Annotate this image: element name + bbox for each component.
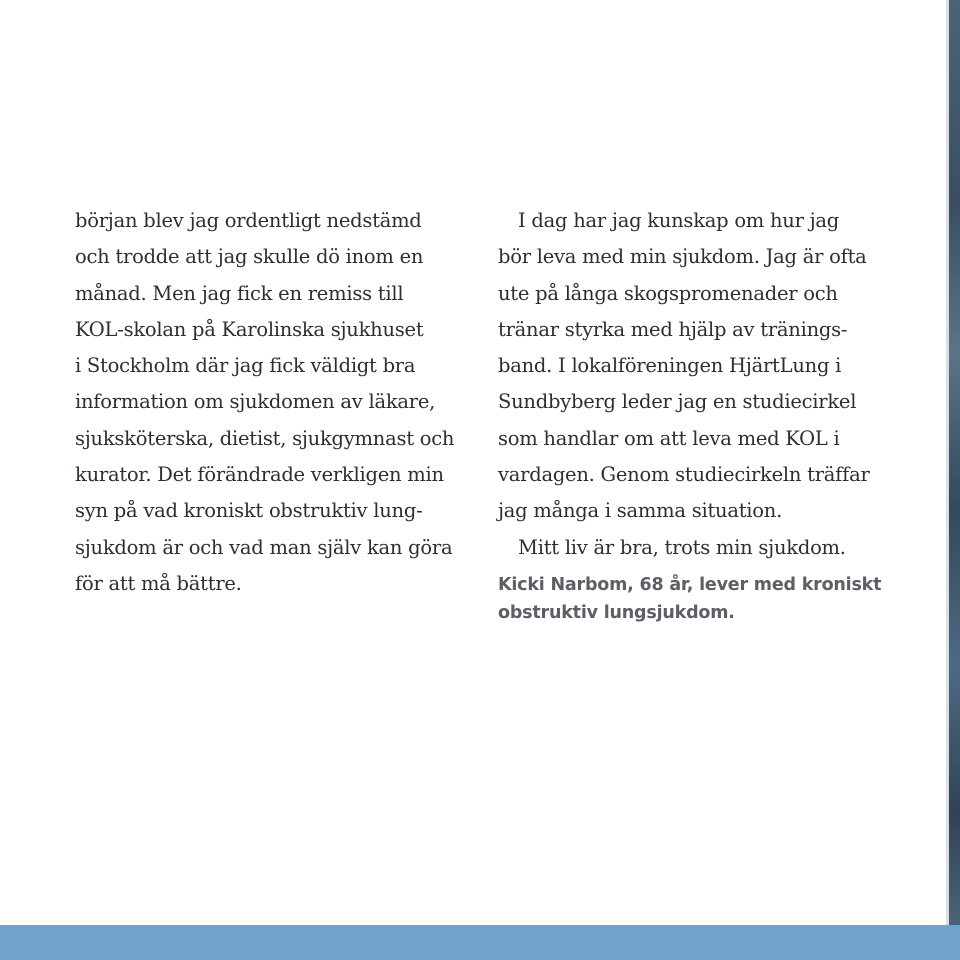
text-line: som handlar om att leva med KOL i bbox=[498, 426, 840, 450]
right-text-column bbox=[498, 203, 898, 566]
signature-line: obstruktiv lungsjukdom. bbox=[498, 603, 735, 623]
text-line: i Stockholm där jag fick väldigt bra bbox=[75, 354, 416, 378]
text-line: KOL-skolan på Karolinska sjukhuset bbox=[75, 317, 424, 341]
bottom-color-bar bbox=[0, 925, 960, 960]
text-line: Mitt liv är bra, trots min sjukdom. bbox=[518, 535, 846, 559]
text-line: information om sjukdomen av läkare, bbox=[75, 390, 436, 414]
signature-line: Kicki Narbom, 68 år, lever med kroniskt bbox=[498, 575, 882, 595]
text-line: månad. Men jag fick en remiss till bbox=[75, 281, 404, 305]
text-line: syn på vad kroniskt obstruktiv lung- bbox=[75, 499, 423, 523]
author-signature bbox=[498, 571, 918, 627]
text-line: I dag har jag kunskap om hur jag bbox=[518, 209, 840, 232]
text-line: sjukdom är och vad man själv kan göra bbox=[75, 535, 453, 559]
text-line: början blev jag ordentligt nedstämd bbox=[75, 209, 422, 232]
left-text-column bbox=[75, 203, 475, 602]
text-line: vardagen. Genom studiecirkeln träffar bbox=[498, 463, 870, 487]
text-line: ute på långa skogspromenader och bbox=[498, 281, 838, 305]
text-line: sjuksköterska, dietist, sjukgymnast och bbox=[75, 426, 455, 450]
page-edge-strip bbox=[949, 0, 960, 925]
text-line: tränar styrka med hjälp av tränings- bbox=[498, 317, 848, 341]
text-line: band. I lokalföreningen HjärtLung i bbox=[498, 354, 842, 378]
text-line: Sundbyberg leder jag en studiecirkel bbox=[498, 390, 857, 414]
text-line: för att må bättre. bbox=[75, 571, 242, 595]
text-line: kurator. Det förändrade verkligen min bbox=[75, 463, 444, 487]
text-line: jag många i samma situation. bbox=[498, 499, 783, 523]
text-line: bör leva med min sjukdom. Jag är ofta bbox=[498, 245, 867, 269]
text-line: och trodde att jag skulle dö inom en bbox=[75, 245, 424, 269]
